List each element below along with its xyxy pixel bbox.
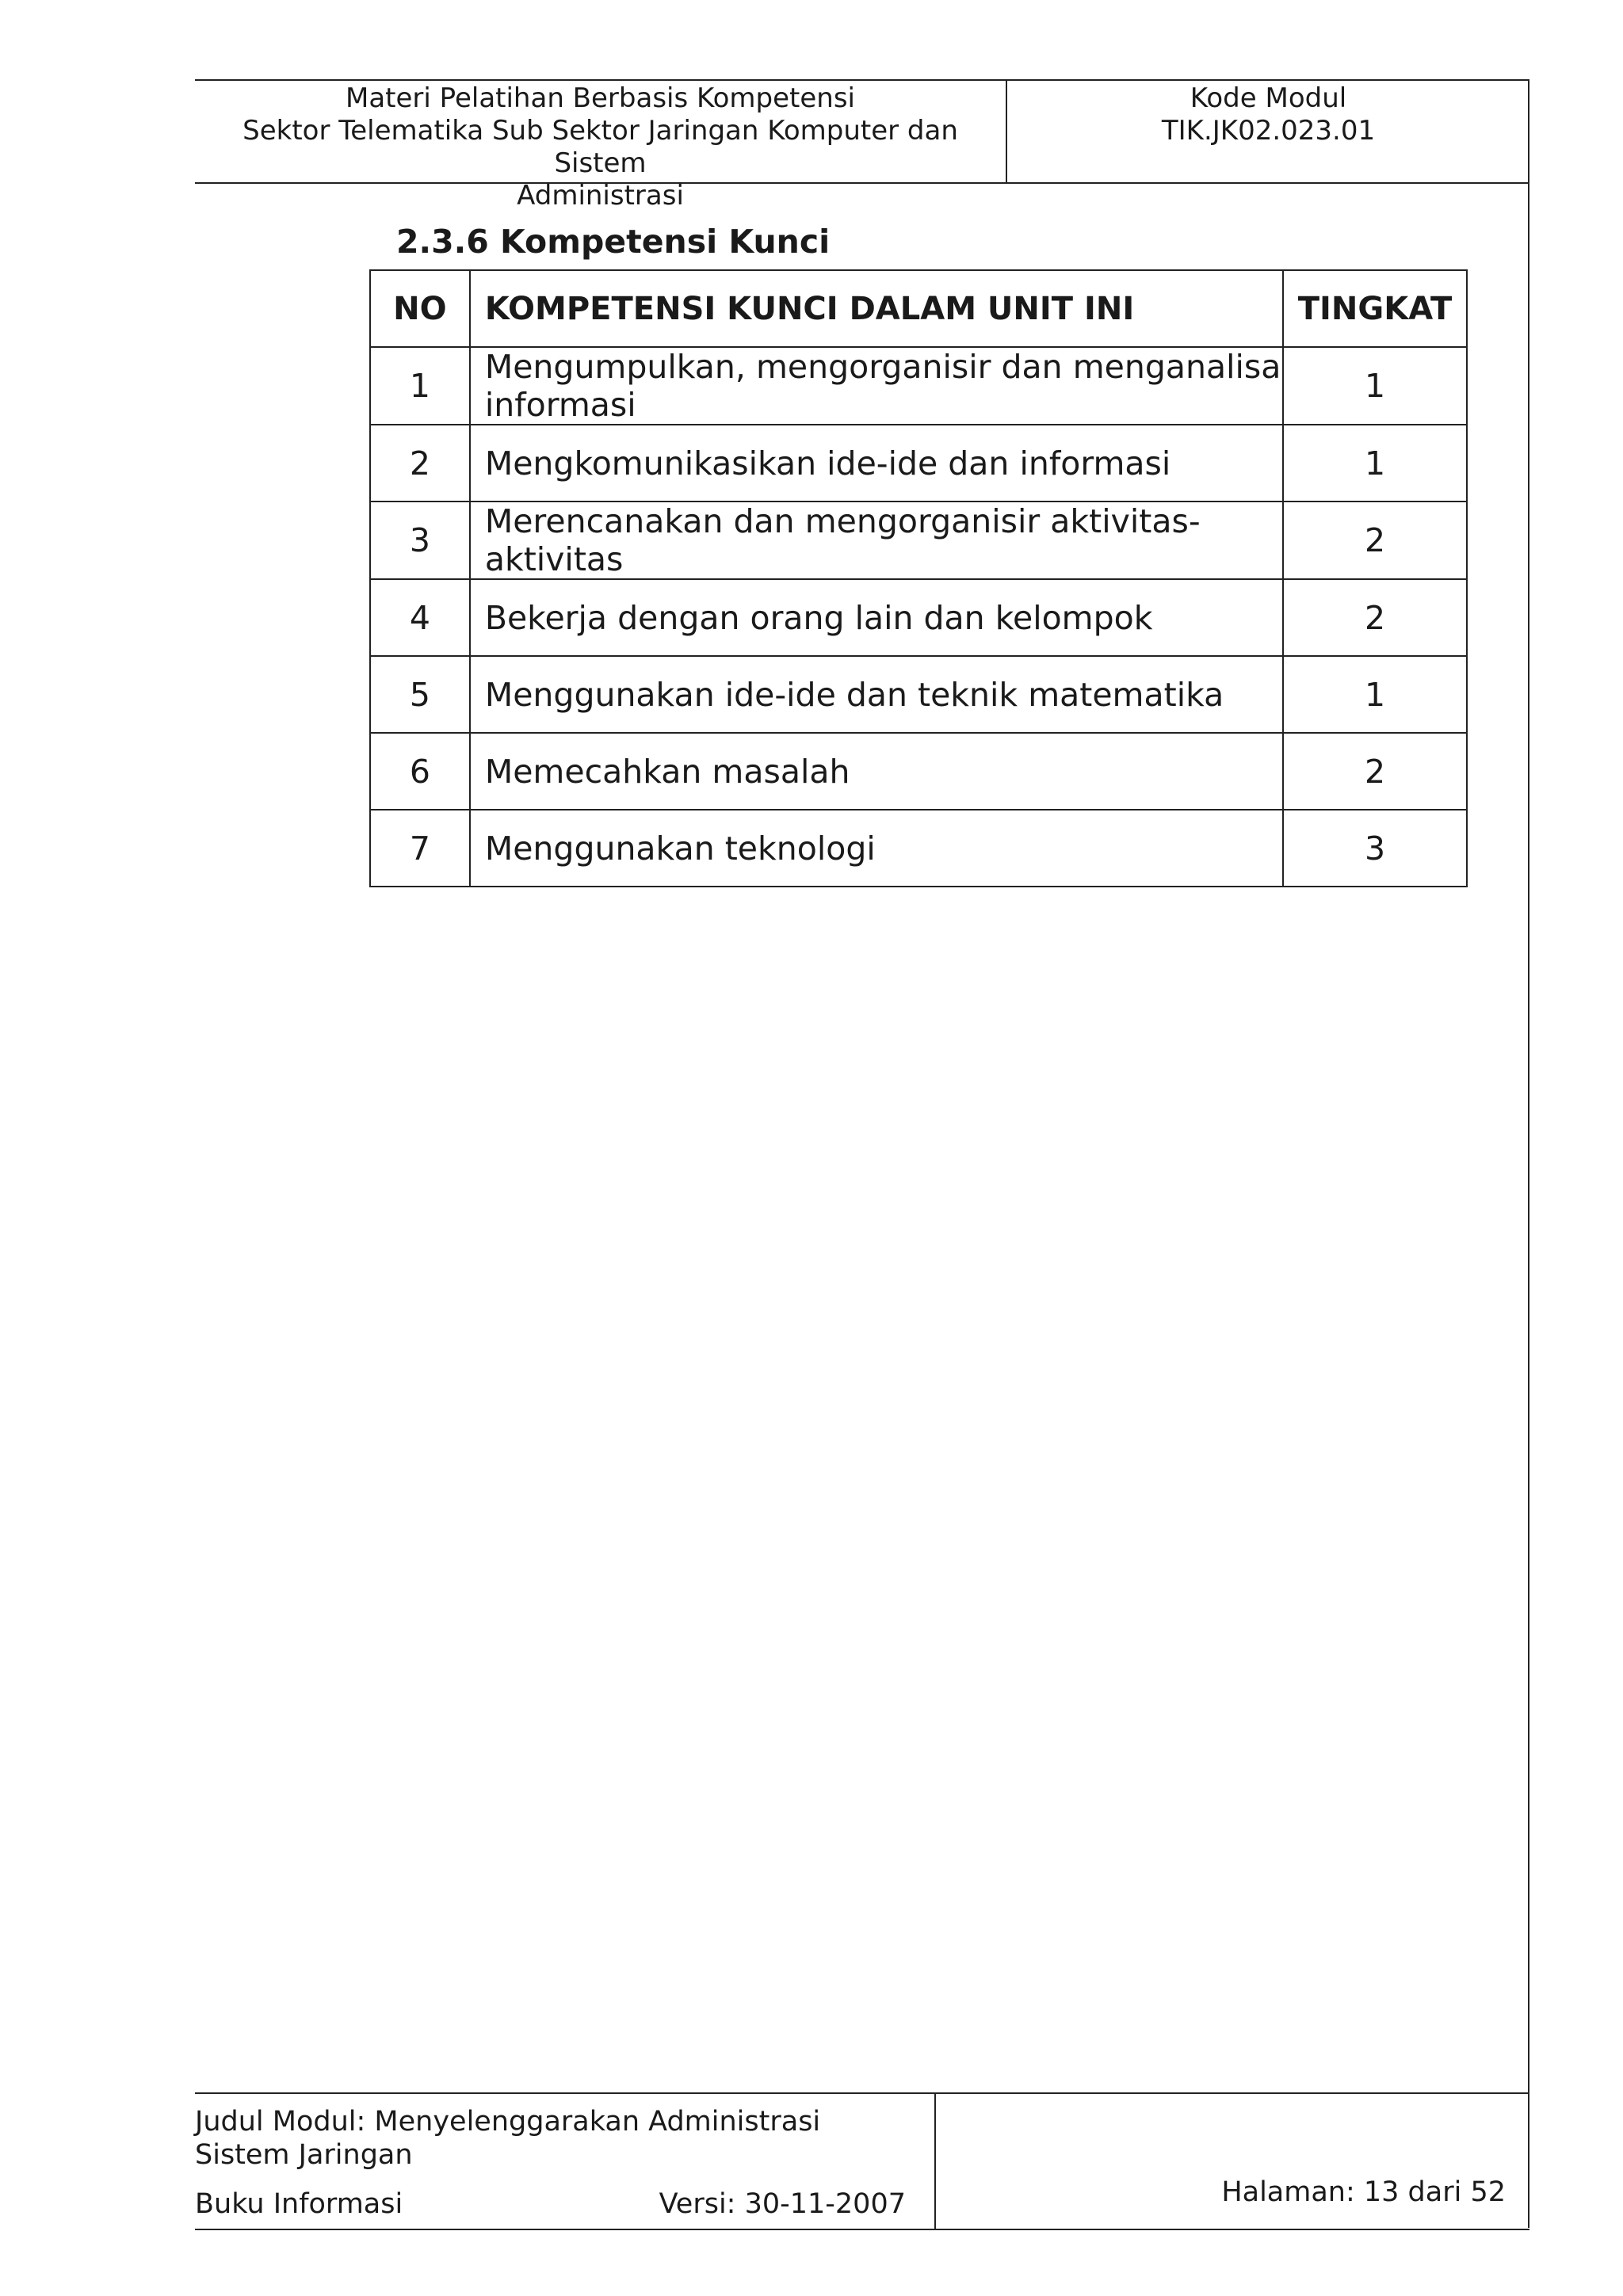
row-level: 2 xyxy=(1283,733,1467,810)
footer-version: Versi: 30-11-2007 xyxy=(659,2188,906,2220)
row-level: 3 xyxy=(1283,810,1467,887)
row-number: 2 xyxy=(370,425,470,502)
table-row xyxy=(370,579,1467,656)
row-number: 1 xyxy=(370,347,470,425)
section-heading: 2.3.6 Kompetensi Kunci xyxy=(396,223,831,261)
table-header-row xyxy=(370,270,1467,347)
column-header-level: TINGKAT xyxy=(1283,270,1467,347)
table-row xyxy=(370,810,1467,887)
column-header-no: NO xyxy=(370,270,470,347)
column-header-competency: KOMPETENSI KUNCI DALAM UNIT INI xyxy=(470,270,1283,347)
row-competency: Merencanakan dan mengorganisir aktivitas-aktivitas xyxy=(470,502,1283,579)
table-row xyxy=(370,425,1467,502)
table-row xyxy=(370,656,1467,733)
footer-module-title: Judul Modul: Menyelenggarakan Administrasi Sistem Jaringan xyxy=(195,2106,821,2171)
row-level: 1 xyxy=(1283,347,1467,425)
row-level: 2 xyxy=(1283,579,1467,656)
module-code-label: Kode Modul xyxy=(1190,82,1347,114)
row-competency: Menggunakan ide-ide dan teknik matematika xyxy=(470,656,1283,733)
row-number: 5 xyxy=(370,656,470,733)
table-row xyxy=(370,733,1467,810)
row-competency: Menggunakan teknologi xyxy=(470,810,1283,887)
row-number: 3 xyxy=(370,502,470,579)
footer-page-info xyxy=(936,2094,1529,2229)
row-level: 1 xyxy=(1283,656,1467,733)
header-material-line-1: Materi Pelatihan Berbasis Kompetensi xyxy=(346,82,855,114)
row-number: 6 xyxy=(370,733,470,810)
footer-page-number: Halaman: 13 dari 52 xyxy=(1221,2176,1506,2208)
row-level: 2 xyxy=(1283,502,1467,579)
header-module-code xyxy=(1007,81,1529,182)
header-material-line-2: Sektor Telematika Sub Sektor Jaringan Komputer dan Sistem xyxy=(242,115,958,179)
key-competency-table xyxy=(369,269,1468,887)
row-number: 4 xyxy=(370,579,470,656)
row-number: 7 xyxy=(370,810,470,887)
row-competency: Mengumpulkan, mengorganisir dan menganalisa informasi xyxy=(470,347,1283,425)
page-header xyxy=(195,79,1529,212)
header-training-material xyxy=(195,81,1007,212)
row-competency: Memecahkan masalah xyxy=(470,733,1283,810)
page-footer xyxy=(195,2092,1529,2230)
header-material-line-3: Administrasi xyxy=(517,180,684,212)
page-right-border xyxy=(1528,79,1529,2228)
footer-book-type: Buku Informasi xyxy=(195,2188,403,2220)
row-competency: Bekerja dengan orang lain dan kelompok xyxy=(470,579,1283,656)
row-level: 1 xyxy=(1283,425,1467,502)
row-competency: Mengkomunikasikan ide-ide dan informasi xyxy=(470,425,1283,502)
table-row xyxy=(370,347,1467,425)
module-code-value: TIK.JK02.023.01 xyxy=(1161,115,1376,147)
table-row xyxy=(370,502,1467,579)
footer-module-info xyxy=(195,2094,936,2229)
